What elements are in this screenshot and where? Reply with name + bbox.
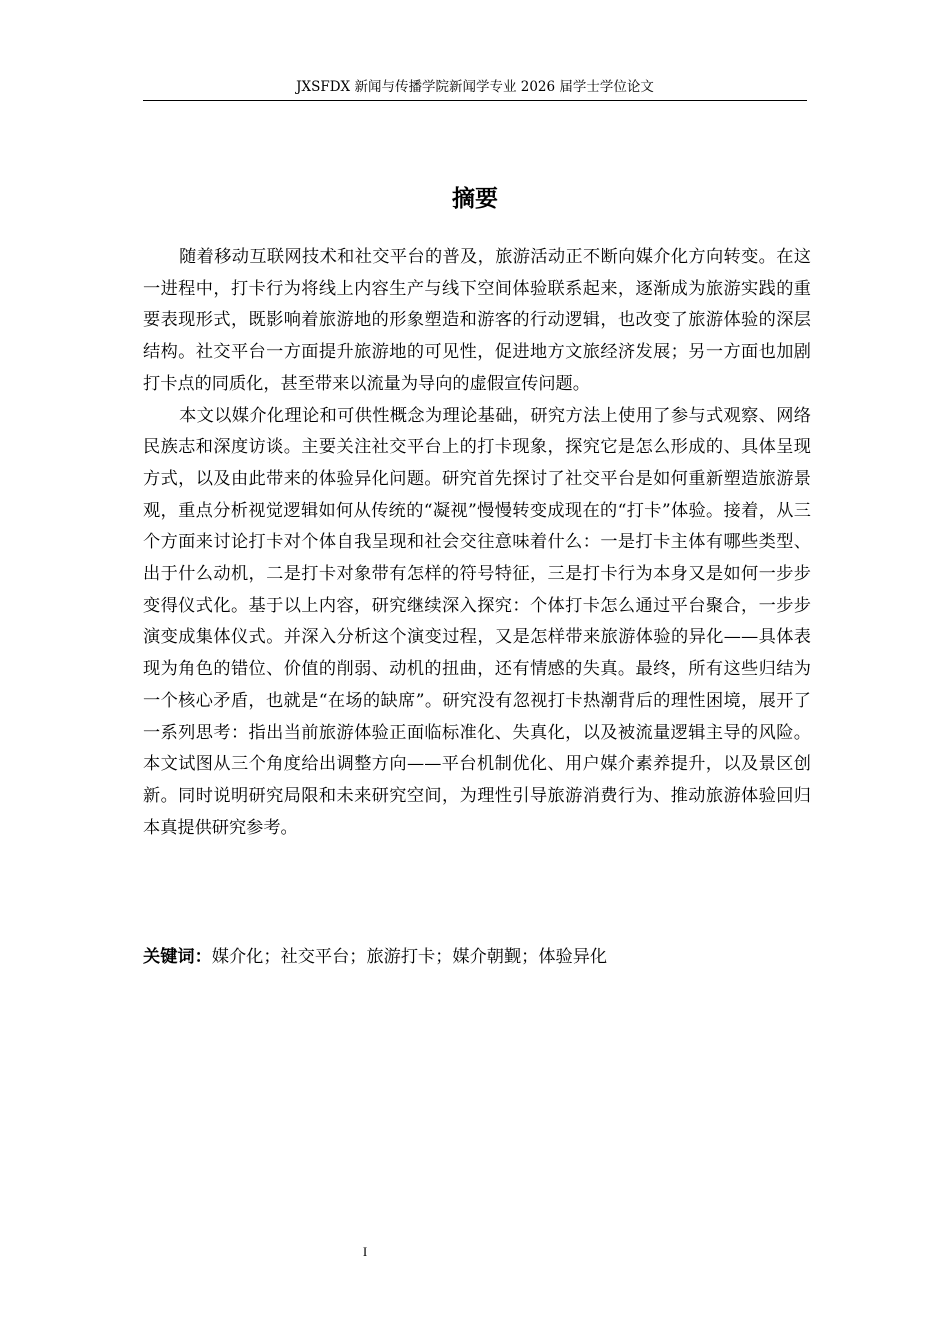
keywords-line bbox=[143, 942, 811, 974]
abstract-paragraph-1: 随着移动互联网技术和社交平台的普及，旅游活动正不断向媒介化方向转变。在这一进程中，打卡行为将线上内容生产与线下空间体验联系起来，逐渐成为旅游实践的重要表现形式，既影响着旅游地的形象塑造和游客的行动逻辑，也改变了旅游体验的深层结构。社交平台一方面提升旅游地的可见性，促进地方文旅经济发展；另一方面也加剧打卡点的同质化，甚至带来以流量为导向的虚假宣传问题。 bbox=[143, 247, 811, 394]
page-number: I bbox=[362, 1244, 368, 1259]
keywords-list: 媒介化；社交平台；旅游打卡；媒介朝觐；体验异化 bbox=[211, 947, 608, 967]
header-divider bbox=[143, 100, 807, 101]
abstract-body bbox=[143, 242, 811, 844]
keywords-label: 关键词： bbox=[143, 947, 212, 967]
running-header: JXSFDX 新闻与传播学院新闻学专业 2026 届学士学位论文 bbox=[296, 79, 654, 95]
page-title: 摘要 bbox=[452, 186, 498, 212]
abstract-paragraph-2: 本文以媒介化理论和可供性概念为理论基础，研究方法上使用了参与式观察、网络民族志和深度访谈。主要关注社交平台上的打卡现象，探究它是怎么形成的、具体呈现方式，以及由此带来的体验异化问题。研究首先探讨了社交平台是如何重新塑造旅游景观，重点分析视觉逻辑如何从传统的“凝视”慢慢转变成现在的“打卡”体验。接着，从三个方面来讨论打卡对个体自我呈现和社会交往意味着什么：一是打卡主体有哪些类型、出于什么动机，二是打卡对象带有怎样的符号特征，三是打卡行为本身又是如何一步步变得仪式化。基于以上内容，研究继续深入探究：个体打卡怎么通过平台聚合，一步步演变成集体仪式。并深入分析这个演变过程，又是怎样带来旅游体验的异化——具体表现为角色的错位、价值的削弱、动机的扭曲，还有情感的失真。最终，所有这些归结为一个核心矛盾，也就是“在场的缺席”。研究没有忽视打卡热潮背后的理性困境，展开了一系列思考：指出当前旅游体验正面临标准化、失真化，以及被流量逻辑主导的风险。本文试图从三个角度给出调整方向——平台机制优化、用户媒介素养提升，以及景区创新。同时说明研究局限和未来研究空间，为理性引导旅游消费行为、推动旅游体验回归本真提供研究参考。 bbox=[143, 405, 811, 838]
